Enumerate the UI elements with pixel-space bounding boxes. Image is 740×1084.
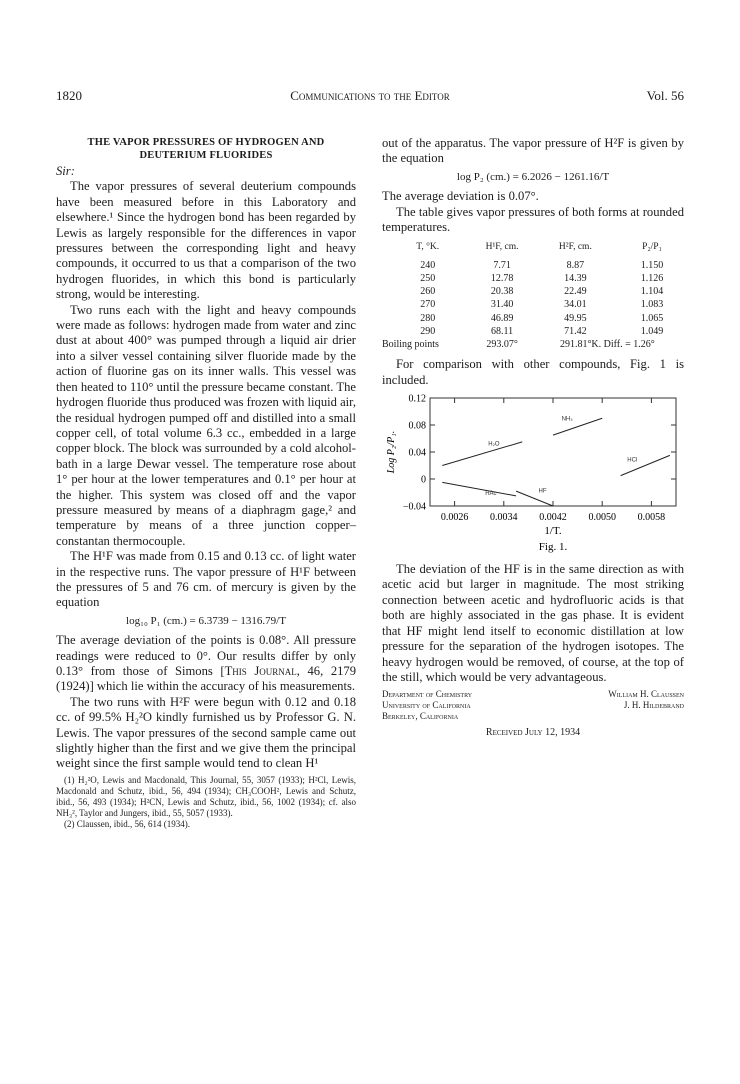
x-tick-label: 0.0042 — [539, 512, 567, 524]
table-row — [382, 259, 684, 272]
table-cell: 240 — [420, 259, 436, 271]
table-cell: 290 — [420, 325, 436, 337]
series-label: HAc — [485, 491, 497, 498]
table-cell: 1.150 — [640, 259, 664, 271]
paragraph: Two runs each with the light and heavy compounds were made as follows: hydrogen made from water and zinc dust at about 400° was pumped through a liquid air drier into a silver vessel containing silver fluoride made by the action of fluorine gas on its inner walls. This vessel was then heated to 110° until the pressure became constant. The hydrogen fluoride thus produced was frozen with liquid air, the residual hydrogen pumped off and distilled into a small copper cell, of total volume 6.3 cc., embedded in a large copper block. The block was surrounded by a cold alcohol-bath in a large Dewar vessel. The temperature rose about 1° per hour at the lower temperatures and 0.1° per hour at the higher. This system was closed off and the vapor pressure measured by means of a diaphragm gage,² and temperature by means of a three junction copper–constantan thermocouple. — [56, 302, 356, 548]
equation: log₁₀ P₁ (cm.) = 6.3739 − 1316.79/T — [126, 614, 286, 627]
y-tick-label: 0.04 — [408, 447, 426, 459]
paragraph: The deviation of the HF is in the same direction as with acetic acid but larger in magnitude. The most striking connection between acetic and hydrofluoric acids is that both are highly associated in the gas phase. It is evident that HF might lend itself to economic distillation at low pressure for the separation of the hydrogen isotopes. The heavy hydrogen would be removed, of course, at the top of the still, which would be very advantageous. — [382, 562, 684, 684]
table-cell: 293.07° — [486, 339, 518, 351]
affiliation-line: Department of Chemistry — [382, 689, 473, 700]
table-header-row — [382, 239, 684, 258]
figure-caption: Fig. 1. — [538, 541, 568, 554]
table-cell: 1.126 — [640, 273, 664, 285]
journal-name: This Journal — [224, 664, 297, 678]
paragraph: The average deviation of the points is 0.08°. All pressure readings were reduced to 0°. Our results differ by only 0.13° from those of Simons [This Journal, 46, 2179 (1924)] which lie within the accuracy of his measurements. — [56, 633, 357, 694]
affiliation-line: Berkeley, California — [382, 711, 459, 722]
table-cell: 7.71 — [493, 259, 511, 271]
series-line — [516, 488, 553, 506]
table-cell: 270 — [420, 299, 436, 311]
y-tick-label: −0.04 — [402, 501, 426, 513]
table-cell: 1.065 — [640, 312, 664, 324]
series-label: NH₃ — [561, 416, 573, 423]
y-tick-label: 0 — [421, 474, 426, 486]
footnote: (1) H₂²O, Lewis and Macdonald, This Journal, 55, 3057 (1933); H²Cl, Lewis, Macdonald and Schutz, ibid., 56, 494 (1934); CH₃COOH², Lewis and Schutz, ibid., 56, 493 (1934); H²CN, Lewis and Schutz, ibid., 56, 1002 (1934); cf. also NH₃², Taylor and Jungers, ibid., 55, 5057 (1933). — [56, 774, 356, 818]
table-cell: 291.81°K. Diff. = 1.26° — [559, 339, 655, 351]
table-cell: 31.40 — [490, 299, 514, 311]
table-cell: 1.104 — [640, 286, 664, 298]
series-line — [553, 418, 602, 435]
table-cell: 49.95 — [564, 312, 587, 324]
table-cell: 280 — [420, 312, 436, 324]
x-tick-label: 0.0026 — [440, 512, 469, 524]
signature-block — [382, 689, 684, 722]
table-header-cell: H²F, cm. — [558, 242, 592, 253]
paragraph: out of the apparatus. The vapor pressure of H²F is given by the equation — [382, 136, 684, 166]
affiliation-line: University of California — [382, 700, 471, 711]
table-cell: 34.01 — [564, 299, 587, 311]
plot-frame — [430, 398, 676, 506]
paragraph: The table gives vapor pressures of both forms at rounded temperatures. — [382, 204, 684, 235]
right-column — [382, 136, 684, 741]
table-cell: 20.38 — [490, 286, 514, 298]
table-cell: 8.87 — [566, 259, 585, 271]
table-cell: Boiling points — [382, 339, 439, 351]
table-row — [382, 312, 684, 325]
chart-svg — [382, 392, 684, 562]
equation: log P₂ (cm.) = 6.2026 − 1261.16/T — [456, 170, 610, 183]
series-label: HCl — [627, 457, 638, 464]
running-title: Communications to the Editor — [290, 88, 450, 103]
series-line — [442, 442, 522, 466]
x-tick-label: 0.0034 — [490, 512, 518, 524]
table-header-cell: T, °K. — [416, 242, 440, 253]
paragraph: The vapor pressures of several deuterium compounds have been measured before in this Laboratory and elsewhere.¹ Since the hydrogen bond has been regarded by Lewis as largely responsible for the differences in vapor pressures between the corresponding light and heavy compounds, it occurred to us that a comparison of the two hydrogen fluorides, in which this bond is particularly strong, would be interesting. — [56, 179, 356, 302]
paragraph: The two runs with H²F were begun with 0.12 and 0.18 cc. of 99.5% H₂²O kindly furnished us by Professor G. N. Lewis. The vapor pressures of the second sample came out slightly higher than the first and we give them the principal weight since the first sample would tend to clean H¹ — [56, 694, 356, 771]
table-row — [382, 298, 684, 311]
author-name: J. H. Hildebrand — [623, 700, 684, 711]
table-cell: 14.39 — [564, 273, 587, 285]
footnote: (2) Claussen, ibid., 56, 614 (1934). — [64, 818, 190, 829]
figure-1 — [382, 392, 684, 562]
table-cell: 71.42 — [564, 325, 587, 337]
volume-label: Vol. 56 — [646, 88, 684, 103]
salutation: Sir: — [56, 164, 75, 178]
article-title: THE VAPOR PRESSURES OF HYDROGEN AND DEUTERIUM FLUORIDES — [87, 137, 325, 161]
left-column — [56, 136, 356, 830]
table-row-boiling — [382, 338, 684, 351]
table-cell: 250 — [420, 273, 436, 285]
vapor-pressure-table — [382, 239, 684, 351]
table-cell: 1.049 — [640, 325, 664, 337]
table-cell: 46.89 — [490, 312, 514, 324]
series-label: H₂O — [488, 441, 500, 448]
table-row — [382, 272, 684, 285]
paragraph: The average deviation is 0.07°. — [382, 189, 539, 204]
table-cell: 260 — [420, 286, 436, 298]
y-tick-label: 0.08 — [408, 420, 426, 432]
x-tick-label: 0.0050 — [588, 512, 616, 524]
table-cell: 22.49 — [564, 286, 587, 298]
table-cell: 68.11 — [490, 325, 514, 337]
paragraph: For comparison with other compounds, Fig. 1 is included. — [382, 357, 684, 387]
table-header-cell: H¹F, cm. — [485, 242, 519, 253]
paragraph: The H¹F was made from 0.15 and 0.13 cc. of light water in the respective runs. The vapor pressure of H¹F between the pressures of 5 and 76 cm. of mercury is given by the equation — [56, 549, 356, 610]
table-row — [382, 285, 684, 298]
x-axis-label: 1/T. — [544, 525, 562, 538]
series-line — [442, 482, 516, 496]
table-row — [382, 325, 684, 338]
y-tick-label: 0.12 — [408, 393, 426, 405]
received-date: Received July 12, 1934 — [485, 727, 581, 739]
table-cell: 1.083 — [640, 299, 664, 311]
series-label: HF — [538, 488, 547, 495]
table-header-cell: P₂/P₁ — [642, 242, 662, 253]
footnotes — [56, 775, 356, 830]
author-name: William H. Claussen — [608, 689, 684, 700]
x-tick-label: 0.0058 — [637, 512, 666, 524]
y-axis-label: Log P₂/P₁. — [386, 430, 397, 474]
table-cell: 12.78 — [490, 273, 514, 285]
page-number: 1820 — [56, 88, 82, 103]
